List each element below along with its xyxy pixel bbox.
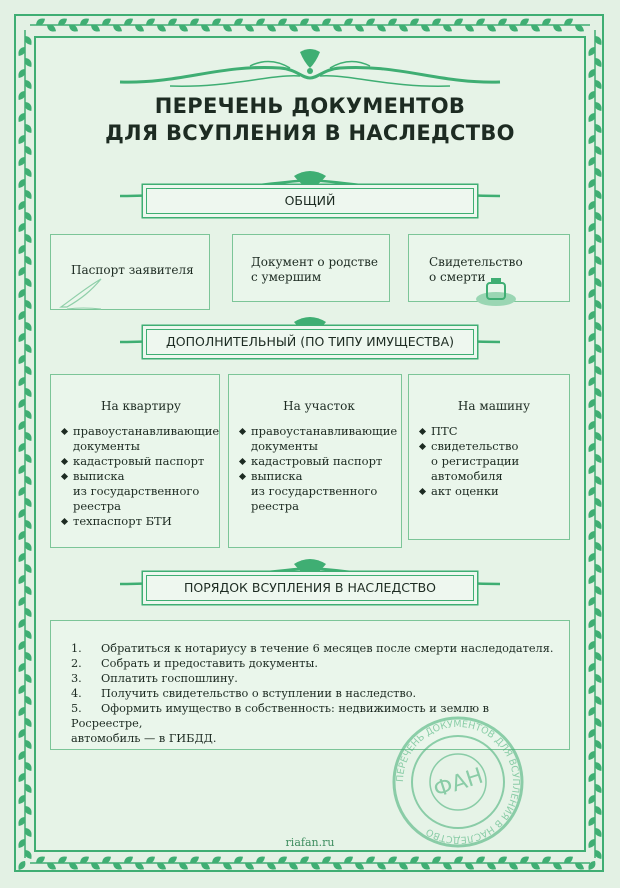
general-card-line: Паспорт заявителя	[71, 263, 194, 277]
property-list-item: выписка из государственного реестра	[61, 469, 221, 514]
page-title	[60, 93, 560, 147]
property-card-apartment	[50, 374, 220, 548]
step-text: Получить свидетельство о вступлении в наследство.	[101, 687, 417, 700]
step-text: Собрать и предоставить документы.	[101, 657, 319, 670]
property-list-item: правоустанавливающие документы	[61, 424, 221, 454]
step-item	[71, 671, 561, 686]
property-card-content	[419, 399, 569, 499]
step-text: автомобиль — в ГИБДД.	[71, 732, 217, 745]
fan-stamp	[388, 712, 528, 852]
title-line-2: ДЛЯ ВСУПЛЕНИЯ В НАСЛЕДСТВО	[105, 121, 515, 145]
step-text: Оформить имущество в собственность: недвижимость и землю в Росреестре,	[71, 702, 490, 730]
general-card-text	[251, 255, 378, 285]
step-text: Обратиться к нотариусу в течение 6 месяцев после смерти наследодателя.	[101, 642, 554, 655]
section-additional-banner	[146, 329, 474, 355]
section-procedure-banner	[146, 575, 474, 601]
property-list-item: кадастровый паспорт	[239, 454, 399, 469]
property-card-car	[408, 374, 570, 540]
property-list-land	[239, 424, 399, 514]
general-card-text	[71, 263, 194, 278]
property-list-item: правоустанавливающие документы	[239, 424, 399, 454]
property-card-land	[228, 374, 402, 548]
stamp-center-text: ФАН	[430, 763, 487, 804]
general-card-line: Свидетельство	[429, 255, 523, 269]
title-line-1: ПЕРЕЧЕНЬ ДОКУМЕНТОВ	[154, 94, 466, 118]
property-card-title: На машину	[457, 399, 531, 413]
step-item	[71, 656, 561, 671]
property-list-item: выписка из государственного реестра	[239, 469, 399, 514]
property-card-title: На участок	[283, 399, 355, 413]
section-general-label: ОБЩИЙ	[284, 193, 336, 208]
general-card-passport	[50, 234, 210, 310]
property-list-item: кадастровый паспорт	[61, 454, 221, 469]
step-text: Оплатить госпошлину.	[101, 672, 238, 685]
step-number: 1.	[71, 642, 82, 655]
step-number: 2.	[71, 657, 82, 670]
step-number: 4.	[71, 687, 82, 700]
property-card-title: На квартиру	[101, 399, 181, 413]
stamp-ring-text: ПЕРЕЧЕНЬ ДОКУМЕНТОВ ДЛЯ ВСУПЛЕНИЯ В НАСЛЕДСТВО	[394, 718, 522, 846]
step-item	[71, 641, 561, 656]
section-general-banner	[146, 188, 474, 214]
property-list-item: техпаспорт БТИ	[61, 514, 221, 529]
quill-icon	[57, 277, 107, 313]
step-number: 5.	[71, 702, 82, 715]
section-procedure-label: ПОРЯДОК ВСУПЛЕНИЯ В НАСЛЕДСТВО	[183, 580, 436, 595]
property-list-item: акт оценки	[419, 484, 569, 499]
general-card-line: о смерти	[429, 270, 486, 284]
header-flourish	[100, 44, 520, 94]
property-list-apartment	[61, 424, 221, 529]
property-list-car	[419, 424, 569, 499]
section-additional-label: ДОПОЛНИТЕЛЬНЫЙ (ПО ТИПУ ИМУЩЕСТВА)	[165, 334, 454, 349]
step-item	[71, 686, 561, 701]
source-credit: riafan.ru	[285, 836, 335, 849]
general-card-line: Документ о родстве	[251, 255, 378, 269]
property-card-content	[61, 399, 221, 529]
general-card-line: с умершим	[251, 270, 322, 284]
property-card-content	[239, 399, 399, 514]
general-card-death-certificate	[408, 234, 570, 302]
step-number: 3.	[71, 672, 82, 685]
general-card-kinship	[232, 234, 390, 302]
inkwell-icon	[473, 275, 519, 307]
property-list-item: ПТС	[419, 424, 569, 439]
property-list-item: свидетельство о регистрации автомобиля	[419, 439, 569, 484]
